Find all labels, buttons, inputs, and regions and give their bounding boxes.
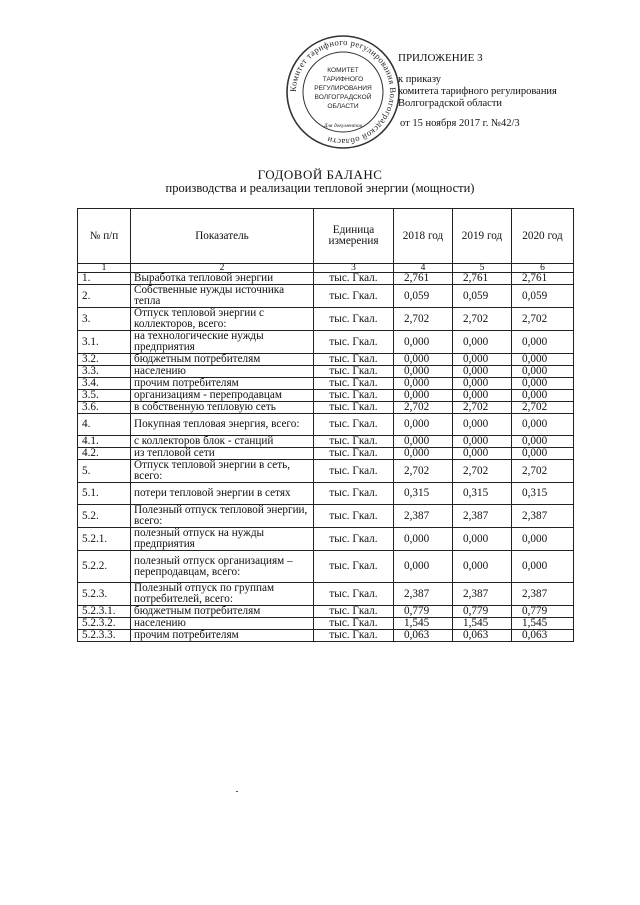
row-value-2019: 0,000 (453, 528, 512, 551)
row-number: 4.1. (78, 436, 131, 448)
row-unit: тыс. Гкал. (314, 402, 394, 414)
row-value-2018: 2,702 (394, 460, 453, 483)
row-number: 3.3. (78, 366, 131, 378)
row-value-2020: 0,000 (512, 378, 574, 390)
col-header-unit: Единица измерения (314, 209, 394, 264)
row-indicator: Отпуск тепловой энергии в сеть, всего: (131, 460, 314, 483)
row-value-2018: 0,000 (394, 354, 453, 366)
row-value-2020: 2,702 (512, 308, 574, 331)
row-number: 5.2.3.1. (78, 606, 131, 618)
row-value-2018: 0,000 (394, 448, 453, 460)
row-value-2020: 2,702 (512, 460, 574, 483)
seal-text-line: РЕГУЛИРОВАНИЯ (314, 85, 372, 92)
row-indicator: организациям - перепродавцам (131, 390, 314, 402)
row-number: 5.2.3. (78, 583, 131, 606)
row-indicator: бюджетным потребителям (131, 606, 314, 618)
table-row (78, 273, 574, 285)
row-value-2018: 0,000 (394, 436, 453, 448)
row-number: 5. (78, 460, 131, 483)
row-unit: тыс. Гкал. (314, 483, 394, 505)
column-index: 3 (314, 264, 394, 273)
row-unit: тыс. Гкал. (314, 630, 394, 642)
row-value-2019: 0,063 (453, 630, 512, 642)
row-value-2020: 1,545 (512, 618, 574, 630)
document-title: ГОДОВОЙ БАЛАНС (257, 167, 383, 182)
row-value-2018: 1,545 (394, 618, 453, 630)
row-value-2018: 0,315 (394, 483, 453, 505)
row-value-2019: 0,000 (453, 331, 512, 354)
row-value-2019: 2,702 (453, 460, 512, 483)
col-header-2019: 2019 год (453, 209, 512, 264)
row-value-2019: 2,702 (453, 402, 512, 414)
row-value-2018: 0,000 (394, 414, 453, 436)
table-row (78, 285, 574, 308)
table-row (78, 528, 574, 551)
table-row (78, 308, 574, 331)
row-value-2018: 2,387 (394, 583, 453, 606)
row-value-2020: 0,000 (512, 528, 574, 551)
row-unit: тыс. Гкал. (314, 285, 394, 308)
table-row (78, 630, 574, 642)
row-value-2020: 0,000 (512, 331, 574, 354)
row-value-2019: 0,000 (453, 366, 512, 378)
row-number: 3.1. (78, 331, 131, 354)
row-indicator: Выработка тепловой энергии (131, 273, 314, 285)
seal-text-line: ТАРИФНОГО (322, 76, 364, 83)
row-number: 3.2. (78, 354, 131, 366)
balance-table (77, 208, 574, 642)
row-unit: тыс. Гкал. (314, 528, 394, 551)
table-row (78, 378, 574, 390)
row-unit: тыс. Гкал. (314, 460, 394, 483)
table-row (78, 331, 574, 354)
row-indicator: с коллекторов блок - станций (131, 436, 314, 448)
row-value-2018: 0,000 (394, 390, 453, 402)
row-value-2019: 0,000 (453, 414, 512, 436)
row-value-2020: 2,387 (512, 583, 574, 606)
table-row (78, 402, 574, 414)
row-unit: тыс. Гкал. (314, 354, 394, 366)
row-indicator: полезный отпуск организациям – перепродавцам, всего: (131, 551, 314, 583)
row-number: 2. (78, 285, 131, 308)
row-number: 3. (78, 308, 131, 331)
row-indicator: в собственную тепловую сеть (131, 402, 314, 414)
row-value-2019: 2,387 (453, 583, 512, 606)
row-value-2020: 2,761 (512, 273, 574, 285)
row-indicator: Собственные нужды источника тепла (131, 285, 314, 308)
row-value-2019: 0,315 (453, 483, 512, 505)
col-header-2020: 2020 год (512, 209, 574, 264)
row-indicator: прочим потребителям (131, 378, 314, 390)
row-value-2019: 2,702 (453, 308, 512, 331)
column-index: 4 (394, 264, 453, 273)
row-indicator: Отпуск тепловой энергии с коллекторов, всего: (131, 308, 314, 331)
order-date: от 15 ноября 2017 г. №42/3 (400, 118, 520, 129)
row-indicator: из тепловой сети (131, 448, 314, 460)
row-value-2020: 0,059 (512, 285, 574, 308)
row-value-2020: 0,000 (512, 436, 574, 448)
row-value-2018: 0,000 (394, 366, 453, 378)
row-unit: тыс. Гкал. (314, 390, 394, 402)
row-value-2020: 0,000 (512, 366, 574, 378)
col-header-number: № п/п (78, 209, 131, 264)
row-value-2019: 0,000 (453, 354, 512, 366)
row-value-2018: 0,000 (394, 331, 453, 354)
table-row (78, 505, 574, 528)
row-number: 3.4. (78, 378, 131, 390)
table-row (78, 354, 574, 366)
row-value-2020: 0,000 (512, 354, 574, 366)
row-indicator: Полезный отпуск тепловой энергии, всего: (131, 505, 314, 528)
row-value-2019: 2,387 (453, 505, 512, 528)
table-row (78, 436, 574, 448)
row-value-2018: 0,063 (394, 630, 453, 642)
row-value-2018: 2,702 (394, 402, 453, 414)
row-unit: тыс. Гкал. (314, 308, 394, 331)
row-number: 5.2. (78, 505, 131, 528)
row-unit: тыс. Гкал. (314, 331, 394, 354)
col-header-2018: 2018 год (394, 209, 453, 264)
row-value-2020: 2,702 (512, 402, 574, 414)
table-header-row (78, 209, 574, 264)
row-indicator: потери тепловой энергии в сетях (131, 483, 314, 505)
svg-text:Для документов: Для документов (323, 123, 363, 129)
seal-text-line: ВОЛГОГРАДСКОЙ (314, 94, 372, 101)
row-value-2019: 0,000 (453, 448, 512, 460)
row-value-2019: 0,059 (453, 285, 512, 308)
row-unit: тыс. Гкал. (314, 366, 394, 378)
row-value-2019: 0,000 (453, 390, 512, 402)
row-indicator: бюджетным потребителям (131, 354, 314, 366)
row-value-2019: 0,779 (453, 606, 512, 618)
row-indicator: полезный отпуск на нужды предприятия (131, 528, 314, 551)
official-seal (285, 34, 401, 150)
table-row (78, 366, 574, 378)
row-value-2018: 2,702 (394, 308, 453, 331)
row-value-2020: 0,000 (512, 414, 574, 436)
row-unit: тыс. Гкал. (314, 606, 394, 618)
row-value-2018: 0,000 (394, 551, 453, 583)
row-unit: тыс. Гкал. (314, 618, 394, 630)
row-unit: тыс. Гкал. (314, 551, 394, 583)
table-row (78, 448, 574, 460)
row-indicator: населению (131, 366, 314, 378)
row-value-2020: 0,000 (512, 390, 574, 402)
row-value-2019: 1,545 (453, 618, 512, 630)
row-number: 4. (78, 414, 131, 436)
row-value-2020: 0,063 (512, 630, 574, 642)
committee-name: комитета тарифного регулирования (398, 86, 557, 97)
row-value-2020: 0,000 (512, 551, 574, 583)
row-number: 4.2. (78, 448, 131, 460)
row-unit: тыс. Гкал. (314, 583, 394, 606)
row-unit: тыс. Гкал. (314, 414, 394, 436)
table-row (78, 483, 574, 505)
row-value-2019: 2,761 (453, 273, 512, 285)
table-row (78, 460, 574, 483)
row-value-2018: 0,059 (394, 285, 453, 308)
row-indicator: Полезный отпуск по группам потребителей, всего: (131, 583, 314, 606)
seal-text-line: ОБЛАСТИ (327, 103, 359, 110)
column-index: 1 (78, 264, 131, 273)
row-value-2018: 0,000 (394, 528, 453, 551)
column-index: 6 (512, 264, 574, 273)
row-value-2018: 0,000 (394, 378, 453, 390)
row-value-2019: 0,000 (453, 378, 512, 390)
column-index: 2 (131, 264, 314, 273)
row-number: 5.1. (78, 483, 131, 505)
order-reference: к приказу (398, 74, 441, 85)
row-number: 1. (78, 273, 131, 285)
row-indicator: прочим потребителям (131, 630, 314, 642)
row-indicator: Покупная тепловая энергия, всего: (131, 414, 314, 436)
appendix-label: ПРИЛОЖЕНИЕ 3 (398, 52, 483, 64)
seal-text-line: КОМИТЕТ (327, 67, 359, 74)
row-number: 5.2.3.2. (78, 618, 131, 630)
scan-mark (236, 791, 238, 792)
row-unit: тыс. Гкал. (314, 273, 394, 285)
row-number: 5.2.1. (78, 528, 131, 551)
row-value-2018: 2,761 (394, 273, 453, 285)
row-number: 3.5. (78, 390, 131, 402)
table-row (78, 414, 574, 436)
row-value-2019: 0,000 (453, 436, 512, 448)
row-indicator: на технологические нужды предприятия (131, 331, 314, 354)
table-row (78, 606, 574, 618)
document-subtitle: производства и реализации тепловой энергии (мощности) (165, 181, 475, 195)
table-row (78, 551, 574, 583)
row-unit: тыс. Гкал. (314, 505, 394, 528)
row-number: 5.2.2. (78, 551, 131, 583)
row-value-2018: 0,779 (394, 606, 453, 618)
row-number: 3.6. (78, 402, 131, 414)
row-value-2020: 0,000 (512, 448, 574, 460)
row-indicator: населению (131, 618, 314, 630)
table-row (78, 390, 574, 402)
row-unit: тыс. Гкал. (314, 436, 394, 448)
row-value-2020: 0,779 (512, 606, 574, 618)
table-row (78, 583, 574, 606)
table-row (78, 618, 574, 630)
row-value-2019: 0,000 (453, 551, 512, 583)
region-name: Волгоградской области (398, 98, 503, 109)
svg-text:Комитет тарифного регулировани: Комитет тарифного регулирования Волгоградской области (287, 36, 399, 148)
row-unit: тыс. Гкал. (314, 448, 394, 460)
column-index: 5 (453, 264, 512, 273)
row-value-2018: 2,387 (394, 505, 453, 528)
row-value-2020: 0,315 (512, 483, 574, 505)
row-number: 5.2.3.3. (78, 630, 131, 642)
row-unit: тыс. Гкал. (314, 378, 394, 390)
row-value-2020: 2,387 (512, 505, 574, 528)
col-header-indicator: Показатель (131, 209, 314, 264)
